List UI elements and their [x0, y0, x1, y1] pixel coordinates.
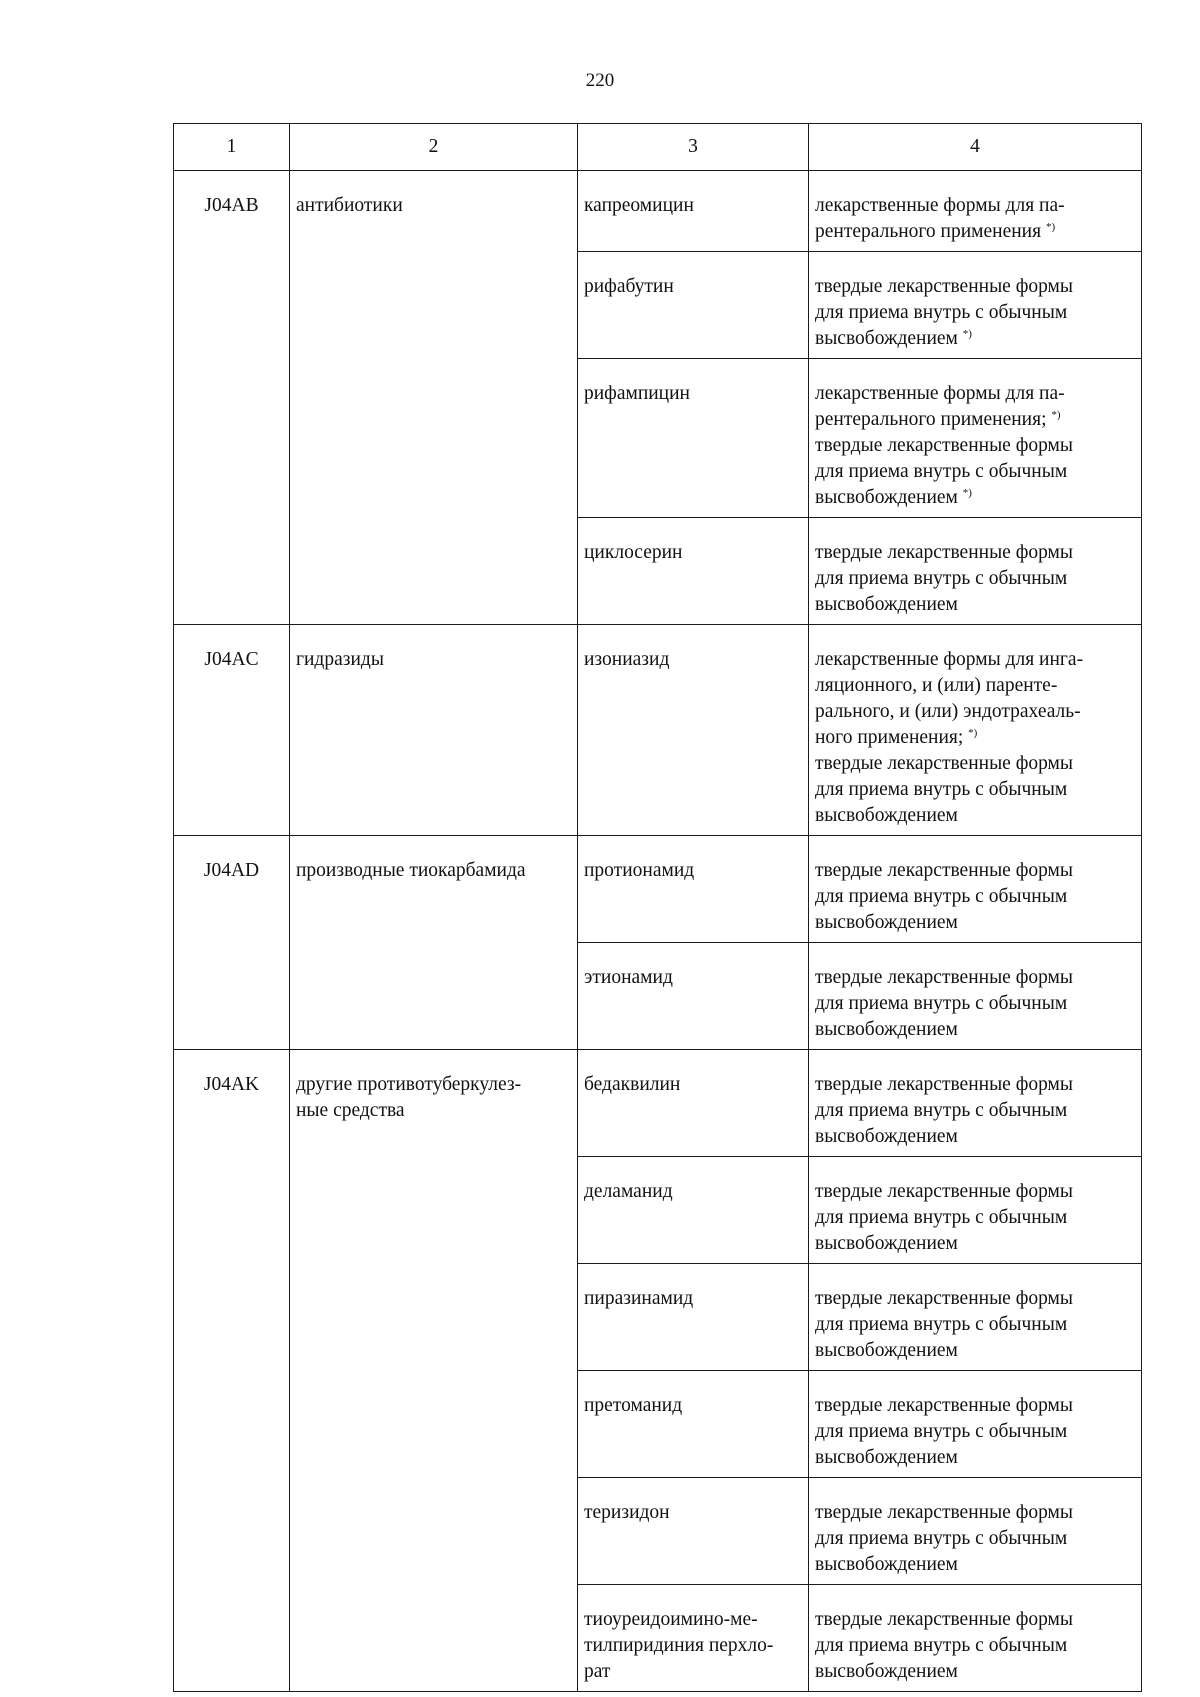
dosage-form-line: ного применения; *) — [815, 727, 978, 748]
atc-code-cell: J04AD — [174, 836, 290, 1050]
drug-table — [173, 123, 1142, 1692]
drug-name-cell — [578, 1157, 809, 1264]
drug-name: протионамид — [584, 860, 695, 881]
drug-name-cell — [578, 943, 809, 1050]
drug-name-cell — [578, 1478, 809, 1585]
header-row — [174, 124, 1142, 171]
group-cell — [290, 1050, 578, 1692]
dosage-form-line: высвобождением — [815, 1126, 958, 1147]
dosage-form-line: твердые лекарственные формы — [815, 967, 1073, 988]
dosage-form-line: высвобождением — [815, 912, 958, 933]
drug-name: бедаквилин — [584, 1074, 681, 1095]
column-header: 3 — [578, 124, 809, 171]
dosage-forms-cell — [809, 1478, 1142, 1585]
dosage-forms-cell — [809, 171, 1142, 252]
drug-name-cell — [578, 1050, 809, 1157]
dosage-form-line: для приема внутрь с обычным — [815, 461, 1068, 482]
table-row — [174, 1050, 1142, 1157]
dosage-forms-cell — [809, 1157, 1142, 1264]
table-row — [174, 836, 1142, 943]
dosage-forms-cell — [809, 625, 1142, 836]
dosage-forms-cell — [809, 836, 1142, 943]
drug-name: рифампицин — [584, 383, 690, 404]
group-cell — [290, 836, 578, 1050]
dosage-form-line: твердые лекарственные формы — [815, 1181, 1073, 1202]
dosage-form-line: твердые лекарственные формы — [815, 1395, 1073, 1416]
dosage-form-line: для приема внутрь с обычным — [815, 302, 1068, 323]
dosage-form-line: твердые лекарственные формы — [815, 753, 1073, 774]
dosage-form-line: рентерального применения; *) — [815, 409, 1061, 430]
drug-name-cell — [578, 518, 809, 625]
dosage-forms-cell — [809, 359, 1142, 518]
dosage-form-line: для приема внутрь с обычным — [815, 1100, 1068, 1121]
dosage-forms-cell — [809, 1050, 1142, 1157]
dosage-form-line: для приема внутрь с обычным — [815, 1635, 1068, 1656]
dosage-form-line: для приема внутрь с обычным — [815, 1528, 1068, 1549]
footnote-mark: *) — [962, 487, 972, 499]
drug-name: изониазид — [584, 649, 670, 670]
dosage-forms-cell — [809, 518, 1142, 625]
dosage-form-line: для приема внутрь с обычным — [815, 1421, 1068, 1442]
drug-name-cell — [578, 1371, 809, 1478]
atc-code-cell: J04AK — [174, 1050, 290, 1692]
drug-name: тилпиридиния перхло- — [584, 1635, 774, 1656]
dosage-forms-cell — [809, 943, 1142, 1050]
column-header: 4 — [809, 124, 1142, 171]
group-text: производные тиокарбамида — [296, 860, 526, 881]
drug-name: деламанид — [584, 1181, 673, 1202]
dosage-form-line: для приема внутрь с обычным — [815, 1207, 1068, 1228]
dosage-form-line: лекарственные формы для па- — [815, 195, 1065, 216]
drug-name-cell — [578, 1264, 809, 1371]
footnote-mark: *) — [968, 727, 978, 739]
dosage-form-line: твердые лекарственные формы — [815, 1502, 1073, 1523]
drug-name-cell — [578, 252, 809, 359]
dosage-forms-cell — [809, 1371, 1142, 1478]
drug-name: пиразинамид — [584, 1288, 694, 1309]
dosage-form-line: твердые лекарственные формы — [815, 542, 1073, 563]
group-text: другие противотуберкулез- — [296, 1074, 522, 1095]
table-row — [174, 171, 1142, 252]
column-header: 1 — [174, 124, 290, 171]
table-row — [174, 625, 1142, 836]
dosage-form-line: для приема внутрь с обычным — [815, 993, 1068, 1014]
dosage-form-line: высвобождением — [815, 1447, 958, 1468]
dosage-form-line: твердые лекарственные формы — [815, 1609, 1073, 1630]
dosage-forms-cell — [809, 252, 1142, 359]
group-cell — [290, 171, 578, 625]
dosage-form-line: высвобождением — [815, 1340, 958, 1361]
dosage-form-line: высвобождением *) — [815, 328, 972, 349]
dosage-forms-cell — [809, 1264, 1142, 1371]
dosage-form-line: рентерального применения *) — [815, 221, 1056, 242]
dosage-form-line: лекарственные формы для инга- — [815, 649, 1084, 670]
dosage-form-line: ляционного, и (или) паренте- — [815, 675, 1058, 696]
drug-name-cell — [578, 625, 809, 836]
drug-name: рифабутин — [584, 276, 674, 297]
dosage-form-line: высвобождением — [815, 805, 958, 826]
dosage-form-line: для приема внутрь с обычным — [815, 779, 1068, 800]
drug-name-cell — [578, 836, 809, 943]
group-text: ные средства — [296, 1100, 405, 1121]
dosage-form-line: рального, и (или) эндотрахеаль- — [815, 701, 1081, 722]
atc-code-cell: J04AB — [174, 171, 290, 625]
dosage-form-line: для приема внутрь с обычным — [815, 1314, 1068, 1335]
dosage-form-line: высвобождением *) — [815, 487, 972, 508]
drug-name: циклосерин — [584, 542, 683, 563]
dosage-forms-cell — [809, 1585, 1142, 1692]
footnote-mark: *) — [962, 328, 972, 340]
dosage-form-line: лекарственные формы для па- — [815, 383, 1065, 404]
dosage-form-line: высвобождением — [815, 1233, 958, 1254]
dosage-form-line: для приема внутрь с обычным — [815, 886, 1068, 907]
column-header: 2 — [290, 124, 578, 171]
drug-name-cell — [578, 171, 809, 252]
drug-name-cell — [578, 359, 809, 518]
page-number: 220 — [585, 70, 615, 91]
dosage-form-line: твердые лекарственные формы — [815, 1288, 1073, 1309]
dosage-form-line: для приема внутрь с обычным — [815, 568, 1068, 589]
dosage-form-line: высвобождением — [815, 1661, 958, 1682]
group-text: антибиотики — [296, 195, 403, 216]
group-cell — [290, 625, 578, 836]
drug-name: этионамид — [584, 967, 673, 988]
footnote-mark: *) — [1051, 409, 1061, 421]
drug-name: капреомицин — [584, 195, 694, 216]
dosage-form-line: высвобождением — [815, 1019, 958, 1040]
dosage-form-line: высвобождением — [815, 594, 958, 615]
drug-name: претоманид — [584, 1395, 683, 1416]
dosage-form-line: твердые лекарственные формы — [815, 276, 1073, 297]
drug-name: тиоуреидоимино-ме- — [584, 1609, 758, 1630]
group-text: гидразиды — [296, 649, 384, 670]
dosage-form-line: твердые лекарственные формы — [815, 860, 1073, 881]
dosage-form-line: твердые лекарственные формы — [815, 435, 1073, 456]
atc-code-cell: J04AC — [174, 625, 290, 836]
dosage-form-line: высвобождением — [815, 1554, 958, 1575]
drug-name-cell — [578, 1585, 809, 1692]
dosage-form-line: твердые лекарственные формы — [815, 1074, 1073, 1095]
drug-name: теризидон — [584, 1502, 670, 1523]
drug-name: рат — [584, 1661, 611, 1682]
footnote-mark: *) — [1045, 221, 1056, 233]
